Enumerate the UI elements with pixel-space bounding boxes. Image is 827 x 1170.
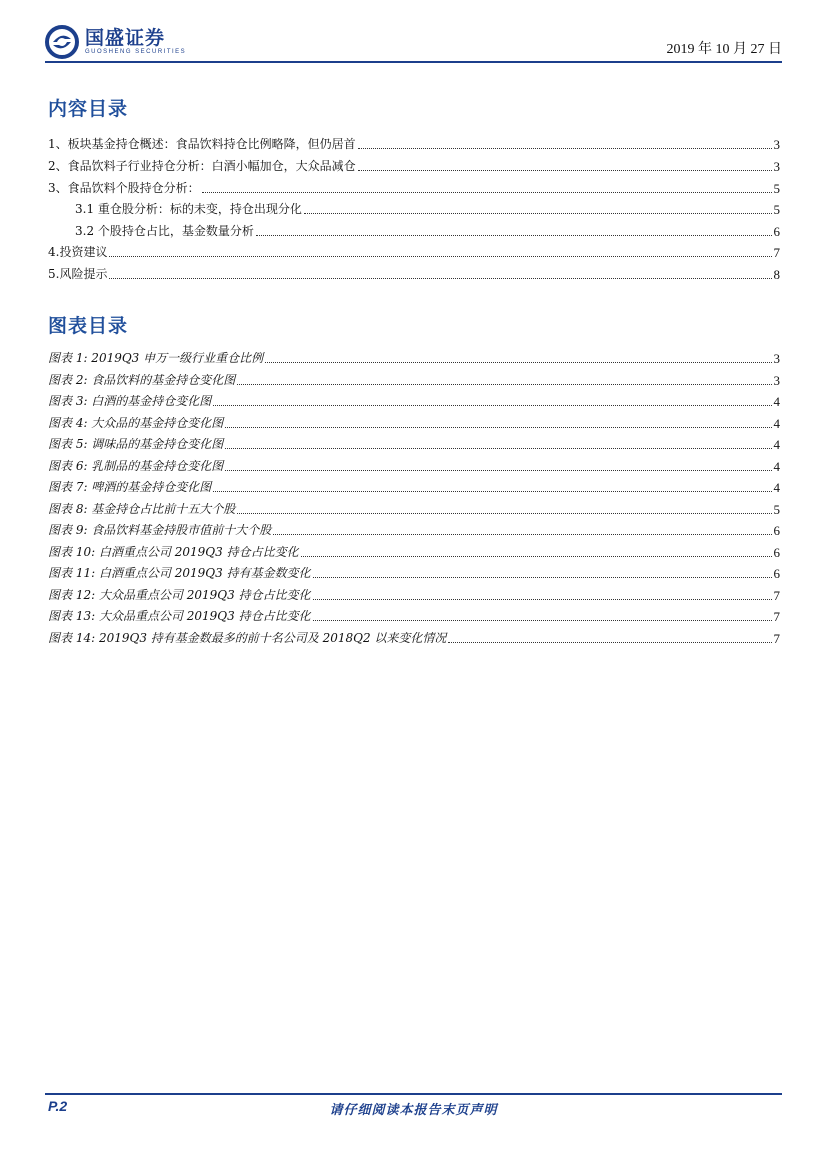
figure-entry[interactable] (48, 628, 780, 646)
figure-entry[interactable] (48, 391, 780, 409)
leader-dots (213, 490, 771, 492)
toc-entry[interactable] (48, 242, 780, 260)
figure-entry[interactable] (48, 413, 780, 431)
figure-entry-label: 图表 7: 啤酒的基金持仓变化图 (48, 480, 212, 494)
report-date: 2019 年 10 月 27 日 (666, 42, 782, 57)
figure-entry-label: 图表 5: 调味品的基金持仓变化图 (48, 437, 224, 451)
toc-entry[interactable] (48, 134, 780, 152)
logo-en-text: GUOSHENG SECURITIES (85, 49, 187, 55)
leader-dots (358, 147, 772, 149)
figure-entry-page: 4 (773, 437, 780, 452)
figure-entry[interactable] (48, 499, 780, 517)
leader-dots (313, 576, 772, 578)
figure-entry-page: 6 (773, 523, 780, 538)
leader-dots (237, 512, 771, 514)
figure-entry[interactable] (48, 585, 780, 603)
figure-entry-page: 6 (773, 544, 780, 560)
toc-entry-label: 4.投资建议 (48, 245, 108, 259)
figure-entry-page: 7 (773, 630, 780, 646)
figure-entry-label: 图表 14: 2019Q3 持有基金数最多的前十名公司及 2018Q2 以来变化情况 (48, 630, 447, 645)
leader-dots (313, 598, 772, 600)
figure-entry-page: 7 (773, 587, 780, 603)
figure-entry-page: 6 (773, 566, 780, 581)
toc-entry-page: 5 (773, 181, 780, 196)
footer-divider (45, 1093, 782, 1095)
toc-entry-page: 7 (773, 245, 780, 260)
leader-dots (202, 191, 772, 193)
figure-entry-label: 图表 6: 乳制品的基金持仓变化图 (48, 458, 224, 473)
logo-cn-text: 国盛证券 (85, 27, 166, 49)
page-header (45, 24, 782, 60)
toc-entry-page: 3 (773, 137, 780, 152)
figure-entry[interactable] (48, 563, 780, 581)
figure-entry-page: 4 (773, 480, 780, 495)
figure-entry-page: 5 (773, 501, 780, 517)
figure-entry-page: 7 (773, 609, 780, 624)
toc-entry[interactable] (48, 178, 780, 196)
figure-entry-page: 3 (773, 372, 780, 388)
figure-entry[interactable] (48, 456, 780, 474)
figure-entry-label: 图表 2: 食品饮料的基金持仓变化图 (48, 372, 236, 387)
leader-dots (225, 469, 771, 471)
leader-dots (448, 641, 771, 643)
header-divider (45, 61, 782, 63)
leader-dots (265, 361, 771, 363)
figure-entry-label: 图表 1: 2019Q3 申万一级行业重仓比例 (48, 351, 264, 365)
leader-dots (273, 533, 771, 535)
figure-entry-label: 图表 4: 大众品的基金持仓变化图 (48, 415, 224, 430)
figure-entry-page: 4 (773, 415, 780, 431)
toc-entry-label: 3、食品饮料个股持仓分析： (48, 181, 200, 195)
footer-disclaimer: 请仔细阅读本报告末页声明 (329, 1103, 498, 1118)
toc-entry-label: 2、食品饮料子行业持仓分析：白酒小幅加仓，大众品减仓 (48, 159, 356, 173)
leader-dots (213, 404, 771, 406)
figure-entry-label: 图表 12: 大众品重点公司 2019Q3 持仓占比变化 (48, 587, 311, 602)
leader-dots (225, 447, 771, 449)
toc-entry[interactable] (75, 221, 780, 239)
company-logo (45, 24, 186, 60)
leader-dots (109, 277, 771, 279)
toc-entry[interactable] (75, 199, 780, 217)
figure-entry-label: 图表 3: 白酒的基金持仓变化图 (48, 394, 212, 408)
toc-entry-page: 3 (773, 159, 780, 174)
logo-icon (45, 25, 79, 59)
figure-entry-page: 4 (773, 394, 780, 409)
figure-entry-label: 图表 8: 基金持仓占比前十五大个股 (48, 501, 236, 516)
figure-entry[interactable] (48, 348, 780, 366)
figure-entry-page: 4 (773, 458, 780, 474)
page-number: P.2 (48, 1098, 68, 1114)
toc-entry-page: 5 (773, 202, 780, 217)
figure-entry[interactable] (48, 370, 780, 388)
contents-title: 内容目录 (48, 98, 129, 120)
toc-entry-label: 3.1 重仓股分析：标的未变，持仓出现分化 (75, 202, 302, 216)
toc-entry-label: 5.风险提示 (48, 267, 108, 281)
leader-dots (301, 555, 772, 557)
figure-entry[interactable] (48, 520, 780, 538)
leader-dots (225, 426, 771, 428)
leader-dots (256, 234, 772, 236)
figure-entry-label: 图表 11: 白酒重点公司 2019Q3 持有基金数变化 (48, 566, 311, 580)
figures-title: 图表目录 (48, 315, 129, 337)
toc-entry-label: 3.2 个股持仓占比，基金数量分析 (75, 224, 254, 238)
figure-entry-label: 图表 13: 大众品重点公司 2019Q3 持仓占比变化 (48, 609, 311, 623)
figure-entry-label: 图表 10: 白酒重点公司 2019Q3 持仓占比变化 (48, 544, 299, 559)
figure-entry[interactable] (48, 477, 780, 495)
toc-entry[interactable] (48, 156, 780, 174)
figure-entry-page: 3 (773, 351, 780, 366)
figure-entry-label: 图表 9: 食品饮料基金持股市值前十大个股 (48, 523, 272, 537)
leader-dots (237, 383, 771, 385)
toc-entry-label: 1、板块基金持仓概述：食品饮料持仓比例略降，但仍居首 (48, 137, 356, 151)
toc-entry-page: 6 (773, 224, 780, 239)
toc-entry-page: 8 (773, 267, 780, 282)
leader-dots (313, 619, 772, 621)
leader-dots (109, 255, 771, 257)
leader-dots (358, 169, 772, 171)
figure-entry[interactable] (48, 434, 780, 452)
figure-entry[interactable] (48, 606, 780, 624)
toc-entry[interactable] (48, 264, 780, 282)
leader-dots (304, 212, 772, 214)
figure-entry[interactable] (48, 542, 780, 560)
